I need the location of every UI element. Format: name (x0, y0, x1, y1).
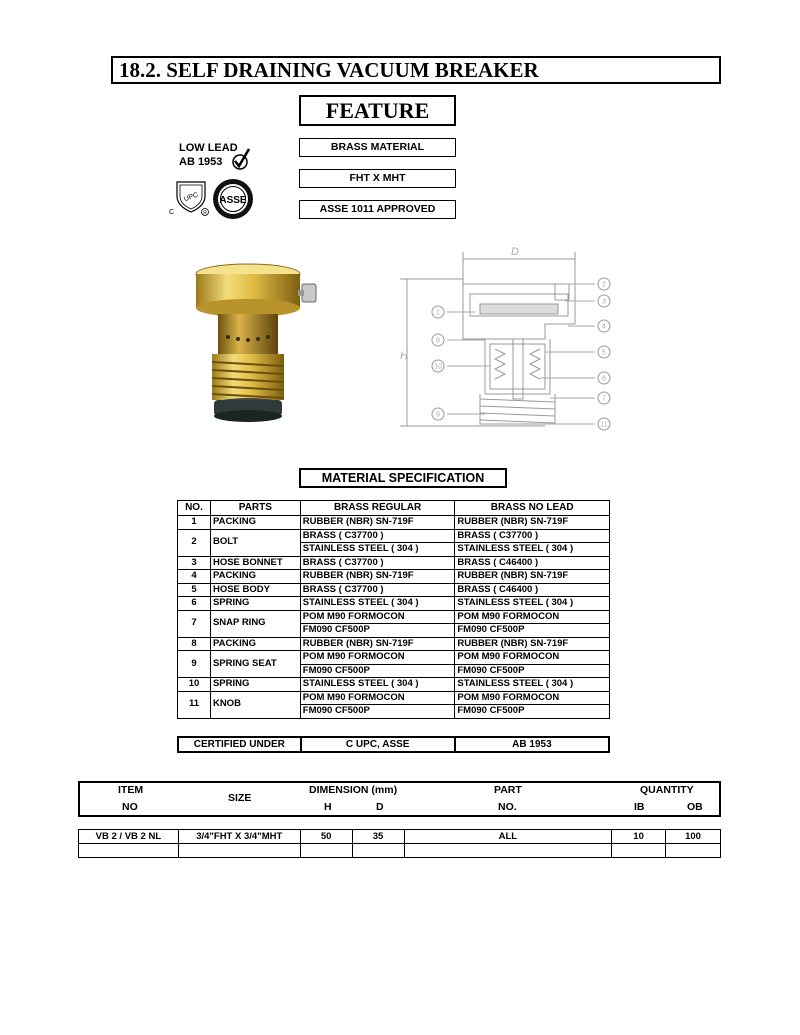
header-item-no: NO (122, 801, 138, 813)
page-title: 18.2. SELF DRAINING VACUUM BREAKER (111, 56, 721, 84)
callout-9: 9 (436, 411, 440, 419)
table-row (178, 597, 610, 611)
header-part: PART (494, 784, 522, 796)
checkmark-icon (233, 149, 249, 169)
callout-8: 8 (436, 337, 440, 345)
header-no: NO. (178, 501, 211, 516)
cell-brass-regular: BRASS ( C37700 ) (300, 556, 455, 570)
cell-brass-no-lead: POM M90 FORMOCON (455, 691, 610, 705)
callout-5: 5 (602, 349, 606, 357)
certified-no-lead: AB 1953 (455, 737, 609, 752)
cell-no: 6 (178, 597, 211, 611)
cell-brass-no-lead: BRASS ( C46400 ) (455, 556, 610, 570)
cell-brass-no-lead: POM M90 FORMOCON (455, 651, 610, 665)
table-row (178, 570, 610, 584)
header-parts: PARTS (210, 501, 300, 516)
cell-no: 1 (178, 516, 211, 530)
cell-part: SPRING SEAT (210, 651, 300, 678)
material-spec-table (177, 500, 610, 719)
cell-brass-no-lead: STAINLESS STEEL ( 304 ) (455, 678, 610, 692)
table-row (178, 691, 610, 705)
cell-brass-no-lead: FM090 CF500P (455, 624, 610, 638)
cell-brass-regular: FM090 CF500P (300, 664, 455, 678)
cell-brass-regular: POM M90 FORMOCON (300, 651, 455, 665)
cell-ib: 10 (612, 830, 666, 844)
asse-text: ASSE (219, 195, 247, 206)
technical-drawing (395, 244, 620, 434)
cell-brass-no-lead: FM090 CF500P (455, 705, 610, 719)
dim-h-label: H (400, 350, 408, 362)
table-row (178, 651, 610, 665)
cell-h (300, 844, 352, 858)
cell-d (352, 844, 404, 858)
header-d: D (376, 801, 384, 813)
certified-label: CERTIFIED UNDER (178, 737, 301, 752)
callout-10: 10 (434, 363, 442, 371)
certified-table (177, 736, 610, 753)
cell-size (178, 844, 300, 858)
upc-logo (169, 182, 209, 216)
cell-part: SPRING (210, 678, 300, 692)
cell-brass-regular: POM M90 FORMOCON (300, 610, 455, 624)
cell-brass-regular: RUBBER (NBR) SN-719F (300, 637, 455, 651)
dimension-table (78, 829, 721, 858)
header-quantity: QUANTITY (640, 784, 694, 796)
cell-brass-regular: STAINLESS STEEL ( 304 ) (300, 678, 455, 692)
header-size: SIZE (228, 792, 252, 804)
header-ob: OB (687, 801, 703, 813)
cell-item-no: VB 2 / VB 2 NL (79, 830, 179, 844)
table-row (178, 556, 610, 570)
cell-part: BOLT (210, 529, 300, 556)
feature-item: BRASS MATERIAL (299, 138, 456, 157)
certified-row (178, 737, 609, 752)
header-dimension: DIMENSION (mm) (309, 784, 398, 796)
cell-brass-no-lead: POM M90 FORMOCON (455, 610, 610, 624)
table-row (178, 516, 610, 530)
header-item: ITEM (118, 784, 144, 796)
cell-brass-no-lead: STAINLESS STEEL ( 304 ) (455, 543, 610, 557)
cell-brass-no-lead: STAINLESS STEEL ( 304 ) (455, 597, 610, 611)
cell-no: 2 (178, 529, 211, 556)
header-ib: IB (634, 801, 645, 813)
cell-ob: 100 (666, 830, 721, 844)
cell-brass-no-lead: BRASS ( C37700 ) (455, 529, 610, 543)
cell-brass-regular: RUBBER (NBR) SN-719F (300, 516, 455, 530)
cell-brass-regular: STAINLESS STEEL ( 304 ) (300, 597, 455, 611)
cell-item-no (79, 844, 179, 858)
cell-brass-regular: FM090 CF500P (300, 705, 455, 719)
low-lead-line2: AB 1953 (179, 156, 223, 168)
table-row (178, 583, 610, 597)
cell-part: KNOB (210, 691, 300, 718)
callout-7: 7 (602, 395, 606, 403)
cell-part: SPRING (210, 597, 300, 611)
callout-3: 3 (602, 298, 606, 306)
header-h: H (324, 801, 332, 813)
cell-size: 3/4"FHT X 3/4"MHT (178, 830, 300, 844)
cell-no: 11 (178, 691, 211, 718)
certification-logos (165, 146, 265, 221)
material-spec-title: MATERIAL SPECIFICATION (299, 468, 507, 488)
cell-part: SNAP RING (210, 610, 300, 637)
cell-brass-no-lead: RUBBER (NBR) SN-719F (455, 516, 610, 530)
cell-ob (666, 844, 721, 858)
cell-no: 3 (178, 556, 211, 570)
cell-no: 8 (178, 637, 211, 651)
cell-part-no: ALL (404, 830, 612, 844)
upc-text: UPC (183, 191, 200, 204)
feature-item: FHT X MHT (299, 169, 456, 188)
cell-brass-regular: BRASS ( C37700 ) (300, 583, 455, 597)
callout-4: 4 (602, 323, 606, 331)
low-lead-line1: LOW LEAD (179, 142, 238, 154)
cell-brass-no-lead: RUBBER (NBR) SN-719F (455, 570, 610, 584)
cell-brass-no-lead: BRASS ( C46400 ) (455, 583, 610, 597)
table-row (178, 678, 610, 692)
cell-part: PACKING (210, 516, 300, 530)
cell-part: PACKING (210, 637, 300, 651)
cell-brass-regular: STAINLESS STEEL ( 304 ) (300, 543, 455, 557)
header-brass-no-lead: BRASS NO LEAD (455, 501, 610, 516)
cell-d: 35 (352, 830, 404, 844)
cell-part: HOSE BONNET (210, 556, 300, 570)
product-photo (190, 262, 325, 424)
feature-heading: FEATURE (299, 95, 456, 126)
cell-ib (612, 844, 666, 858)
header-part-no: NO. (498, 801, 517, 813)
cell-no: 5 (178, 583, 211, 597)
table-header-row (178, 501, 610, 516)
callout-1: 1 (436, 309, 440, 317)
certified-regular: C UPC, ASSE (301, 737, 455, 752)
cell-no: 10 (178, 678, 211, 692)
cell-brass-regular: RUBBER (NBR) SN-719F (300, 570, 455, 584)
cell-brass-regular: BRASS ( C37700 ) (300, 529, 455, 543)
dimension-table-header (78, 781, 721, 817)
cell-no: 7 (178, 610, 211, 637)
r-text: R (203, 210, 207, 217)
table-row (79, 844, 721, 858)
callout-2: 2 (602, 281, 606, 289)
cell-part: PACKING (210, 570, 300, 584)
dim-d-label: D (511, 246, 519, 258)
header-brass-regular: BRASS REGULAR (300, 501, 455, 516)
table-row (178, 529, 610, 543)
cell-no: 9 (178, 651, 211, 678)
cell-part: HOSE BODY (210, 583, 300, 597)
callout-11: 11 (600, 421, 608, 429)
table-row (178, 610, 610, 624)
cell-part-no (404, 844, 612, 858)
cell-brass-no-lead: FM090 CF500P (455, 664, 610, 678)
cell-h: 50 (300, 830, 352, 844)
table-row (178, 637, 610, 651)
table-row (79, 830, 721, 844)
asse-logo (213, 179, 253, 219)
cell-brass-regular: POM M90 FORMOCON (300, 691, 455, 705)
feature-item: ASSE 1011 APPROVED (299, 200, 456, 219)
cell-no: 4 (178, 570, 211, 584)
cell-brass-regular: FM090 CF500P (300, 624, 455, 638)
c-text: C (169, 209, 175, 216)
callout-6: 6 (602, 375, 606, 383)
cell-brass-no-lead: RUBBER (NBR) SN-719F (455, 637, 610, 651)
